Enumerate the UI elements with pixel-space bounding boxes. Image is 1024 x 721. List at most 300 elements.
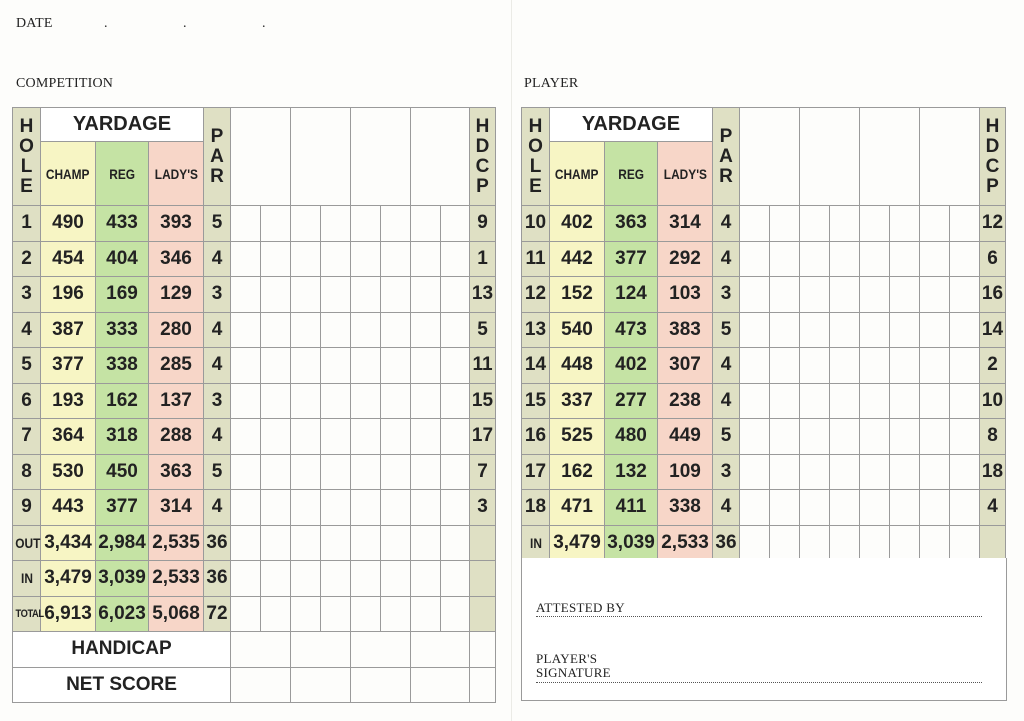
hdcp-value: 4 <box>980 490 1006 526</box>
hole-number: 1 <box>13 206 41 242</box>
score-cell[interactable] <box>830 241 860 277</box>
score-cell[interactable] <box>411 348 441 384</box>
reg-yardage: 318 <box>96 419 149 455</box>
champ-yardage: 364 <box>41 419 96 455</box>
score-cell[interactable] <box>321 241 351 277</box>
par-value: 4 <box>713 206 740 242</box>
score-cell[interactable] <box>770 490 800 526</box>
score-cell[interactable] <box>231 454 261 490</box>
reg-yardage: 377 <box>96 490 149 526</box>
champ-yardage: 152 <box>550 277 605 313</box>
champ-yardage: 540 <box>550 312 605 348</box>
score-cell[interactable] <box>890 490 920 526</box>
score-cell[interactable] <box>920 277 950 313</box>
score-cell[interactable] <box>231 490 261 526</box>
score-cell[interactable] <box>740 348 770 384</box>
score-cell[interactable] <box>920 454 950 490</box>
reg-header: REG <box>605 142 658 206</box>
score-cell[interactable] <box>321 419 351 455</box>
hole-row <box>13 348 496 384</box>
lady-header: LADY'S <box>149 142 204 206</box>
score-cell[interactable] <box>441 596 470 632</box>
par-value: 4 <box>713 490 740 526</box>
champ-total: 6,913 <box>41 596 96 632</box>
reg-yardage: 473 <box>605 312 658 348</box>
score-cell[interactable] <box>411 241 441 277</box>
score-cell[interactable] <box>381 490 411 526</box>
score-cell[interactable] <box>441 277 470 313</box>
score-cell[interactable] <box>351 277 381 313</box>
score-cell[interactable] <box>770 277 800 313</box>
score-cell[interactable] <box>860 277 890 313</box>
score-cell[interactable] <box>351 206 381 242</box>
score-cell[interactable] <box>740 241 770 277</box>
score-cell[interactable] <box>830 419 860 455</box>
score-cell[interactable] <box>860 348 890 384</box>
reg-yardage: 404 <box>96 241 149 277</box>
score-cell[interactable] <box>411 419 441 455</box>
par-value: 3 <box>713 454 740 490</box>
score-cell[interactable] <box>920 490 950 526</box>
total-label: IN <box>522 525 550 561</box>
score-cell[interactable] <box>291 277 321 313</box>
par-value: 5 <box>713 312 740 348</box>
score-cell[interactable] <box>441 383 470 419</box>
par-total: 72 <box>204 596 231 632</box>
score-cell[interactable] <box>321 206 351 242</box>
score-cell[interactable] <box>261 312 291 348</box>
score-cell[interactable] <box>411 667 470 703</box>
hdcp-blank <box>470 561 496 597</box>
score-cell[interactable] <box>441 490 470 526</box>
score-cell[interactable] <box>950 312 980 348</box>
score-cell[interactable] <box>770 348 800 384</box>
hole-row <box>522 348 1006 384</box>
hole-number: 9 <box>13 490 41 526</box>
score-cell[interactable] <box>800 241 830 277</box>
lady-total: 2,535 <box>149 525 204 561</box>
net-score-row <box>13 667 496 703</box>
score-cell[interactable] <box>261 419 291 455</box>
champ-total: 3,479 <box>41 561 96 597</box>
score-cell[interactable] <box>231 241 261 277</box>
score-cell[interactable] <box>291 348 321 384</box>
reg-yardage: 377 <box>605 241 658 277</box>
score-cell[interactable] <box>321 561 351 597</box>
hdcp-value: 2 <box>980 348 1006 384</box>
score-cell[interactable] <box>291 419 321 455</box>
hole-row <box>13 419 496 455</box>
score-cell[interactable] <box>860 312 890 348</box>
reg-yardage: 402 <box>605 348 658 384</box>
par-value: 4 <box>204 419 231 455</box>
score-cell[interactable] <box>830 312 860 348</box>
score-cell[interactable] <box>381 561 411 597</box>
score-cell[interactable] <box>860 383 890 419</box>
date-label: DATE <box>16 16 53 31</box>
par-column-header: P A R <box>713 108 740 206</box>
score-cell[interactable] <box>351 419 381 455</box>
score-cell[interactable] <box>860 490 890 526</box>
score-cell[interactable] <box>770 312 800 348</box>
score-cell[interactable] <box>411 277 441 313</box>
score-cell[interactable] <box>351 348 381 384</box>
lady-yardage: 109 <box>658 454 713 490</box>
lady-yardage: 314 <box>149 490 204 526</box>
par-value: 3 <box>713 277 740 313</box>
par-value: 5 <box>713 419 740 455</box>
champ-yardage: 387 <box>41 312 96 348</box>
par-value: 4 <box>713 383 740 419</box>
score-cell[interactable] <box>920 419 950 455</box>
score-cell[interactable] <box>890 419 920 455</box>
score-cell[interactable] <box>740 383 770 419</box>
score-cell[interactable] <box>261 596 291 632</box>
score-cell[interactable] <box>261 241 291 277</box>
score-cell[interactable] <box>740 277 770 313</box>
score-cell[interactable] <box>950 525 980 561</box>
par-value: 4 <box>204 241 231 277</box>
score-cell[interactable] <box>291 596 321 632</box>
score-cell[interactable] <box>890 525 920 561</box>
score-cell[interactable] <box>261 277 291 313</box>
score-cell[interactable] <box>950 454 980 490</box>
score-cell[interactable] <box>291 490 321 526</box>
score-cell[interactable] <box>321 312 351 348</box>
score-cell[interactable] <box>441 561 470 597</box>
score-cell[interactable] <box>770 419 800 455</box>
score-cell[interactable] <box>381 383 411 419</box>
score-cell[interactable] <box>261 454 291 490</box>
score-cell[interactable] <box>740 490 770 526</box>
score-cell[interactable] <box>411 525 441 561</box>
score-cell[interactable] <box>351 454 381 490</box>
score-cell[interactable] <box>860 419 890 455</box>
hole-row <box>522 454 1006 490</box>
score-cell[interactable] <box>770 383 800 419</box>
score-cell[interactable] <box>441 206 470 242</box>
total-row <box>13 525 496 561</box>
total-row <box>13 561 496 597</box>
champ-yardage: 402 <box>550 206 605 242</box>
hole-row <box>522 206 1006 242</box>
score-cell[interactable] <box>890 277 920 313</box>
date-dots: . . . <box>104 16 302 31</box>
reg-total: 2,984 <box>96 525 149 561</box>
lady-yardage: 103 <box>658 277 713 313</box>
score-cell[interactable] <box>321 596 351 632</box>
hdcp-value: 18 <box>980 454 1006 490</box>
score-cell[interactable] <box>441 312 470 348</box>
score-cell[interactable] <box>800 490 830 526</box>
score-cell[interactable] <box>920 348 950 384</box>
score-cell[interactable] <box>261 490 291 526</box>
score-cell[interactable] <box>381 454 411 490</box>
score-cell[interactable] <box>291 454 321 490</box>
hdcp-blank <box>470 525 496 561</box>
score-cell[interactable] <box>830 454 860 490</box>
score-cell[interactable] <box>800 525 830 561</box>
score-cell[interactable] <box>291 667 351 703</box>
score-cell[interactable] <box>351 312 381 348</box>
hdcp-value: 11 <box>470 348 496 384</box>
signature-area <box>521 558 1007 701</box>
score-cell[interactable] <box>351 561 381 597</box>
hole-number: 6 <box>13 383 41 419</box>
score-cell[interactable] <box>351 383 381 419</box>
score-cell[interactable] <box>830 383 860 419</box>
total-label: IN <box>13 561 41 597</box>
score-cell[interactable] <box>381 525 411 561</box>
par-value: 3 <box>204 383 231 419</box>
lady-total: 5,068 <box>149 596 204 632</box>
score-cell[interactable] <box>231 277 261 313</box>
score-cell[interactable] <box>321 277 351 313</box>
score-cell[interactable] <box>321 348 351 384</box>
score-cell[interactable] <box>231 525 261 561</box>
score-cell[interactable] <box>800 454 830 490</box>
total-label: OUT <box>13 525 41 561</box>
net-score-row-label: NET SCORE <box>13 667 231 703</box>
score-cell[interactable] <box>381 206 411 242</box>
score-cell[interactable] <box>411 490 441 526</box>
score-cell[interactable] <box>920 206 950 242</box>
score-cell[interactable] <box>770 454 800 490</box>
score-cell[interactable] <box>411 312 441 348</box>
score-cell[interactable] <box>291 206 321 242</box>
score-cell[interactable] <box>860 525 890 561</box>
hole-row <box>13 277 496 313</box>
score-cell[interactable] <box>740 206 770 242</box>
card-fold-line <box>511 0 512 721</box>
hole-number: 8 <box>13 454 41 490</box>
lady-yardage: 288 <box>149 419 204 455</box>
score-cell[interactable] <box>740 454 770 490</box>
lady-total: 2,533 <box>149 561 204 597</box>
score-cell[interactable] <box>950 490 980 526</box>
score-cell[interactable] <box>920 312 950 348</box>
score-cell[interactable] <box>950 348 980 384</box>
score-cell[interactable] <box>351 632 411 668</box>
score-cell[interactable] <box>291 383 321 419</box>
score-cell[interactable] <box>800 348 830 384</box>
score-cell[interactable] <box>381 277 411 313</box>
score-cell[interactable] <box>291 525 321 561</box>
reg-total: 6,023 <box>96 596 149 632</box>
score-cell[interactable] <box>950 383 980 419</box>
attested-by-line[interactable] <box>536 616 982 617</box>
score-cell[interactable] <box>381 596 411 632</box>
score-cell[interactable] <box>381 312 411 348</box>
score-cell[interactable] <box>411 561 441 597</box>
score-cell[interactable] <box>381 348 411 384</box>
score-cell[interactable] <box>321 454 351 490</box>
player-label: PLAYER <box>524 76 579 91</box>
par-value: 5 <box>204 454 231 490</box>
reg-yardage: 124 <box>605 277 658 313</box>
score-cell[interactable] <box>830 277 860 313</box>
lady-yardage: 238 <box>658 383 713 419</box>
hole-row <box>13 383 496 419</box>
score-cell[interactable] <box>740 419 770 455</box>
score-cell[interactable] <box>890 241 920 277</box>
score-cell[interactable] <box>351 596 381 632</box>
front-nine-scorecard <box>12 107 496 703</box>
score-cell[interactable] <box>890 312 920 348</box>
hole-number: 12 <box>522 277 550 313</box>
score-cell[interactable] <box>800 277 830 313</box>
hdcp-value: 14 <box>980 312 1006 348</box>
hole-number: 14 <box>522 348 550 384</box>
score-cell[interactable] <box>830 348 860 384</box>
hdcp-value: 12 <box>980 206 1006 242</box>
score-cell[interactable] <box>950 241 980 277</box>
score-cell[interactable] <box>261 383 291 419</box>
score-cell[interactable] <box>381 419 411 455</box>
score-cell[interactable] <box>351 490 381 526</box>
players-signature-line[interactable] <box>536 682 982 683</box>
hdcp-column-header: H D C P <box>470 108 496 206</box>
score-cell[interactable] <box>800 419 830 455</box>
score-cell[interactable] <box>321 525 351 561</box>
score-cell[interactable] <box>800 383 830 419</box>
score-cell[interactable] <box>291 241 321 277</box>
hole-column-header: H O L E <box>13 108 41 206</box>
hole-row <box>13 312 496 348</box>
score-cell[interactable] <box>830 206 860 242</box>
hole-number: 17 <box>522 454 550 490</box>
score-cell[interactable] <box>321 383 351 419</box>
hdcp-value: 10 <box>980 383 1006 419</box>
score-cell[interactable] <box>890 454 920 490</box>
hole-number: 15 <box>522 383 550 419</box>
hole-number: 10 <box>522 206 550 242</box>
score-cell[interactable] <box>411 383 441 419</box>
score-cell[interactable] <box>231 348 261 384</box>
score-column-header <box>291 108 351 206</box>
reg-yardage: 411 <box>605 490 658 526</box>
hole-row <box>13 206 496 242</box>
champ-yardage: 196 <box>41 277 96 313</box>
score-cell[interactable] <box>231 312 261 348</box>
lady-total: 2,533 <box>658 525 713 561</box>
hdcp-value: 17 <box>470 419 496 455</box>
hdcp-value: 13 <box>470 277 496 313</box>
lady-header: LADY'S <box>658 142 713 206</box>
lady-yardage: 314 <box>658 206 713 242</box>
score-cell[interactable] <box>770 241 800 277</box>
score-cell[interactable] <box>291 312 321 348</box>
hdcp-value: 9 <box>470 206 496 242</box>
score-cell[interactable] <box>890 383 920 419</box>
lady-yardage: 129 <box>149 277 204 313</box>
score-cell[interactable] <box>950 277 980 313</box>
score-cell[interactable] <box>351 667 411 703</box>
par-column-header: P A R <box>204 108 231 206</box>
hdcp-value: 15 <box>470 383 496 419</box>
score-cell[interactable] <box>261 525 291 561</box>
score-cell[interactable] <box>770 206 800 242</box>
score-cell[interactable] <box>261 206 291 242</box>
score-cell[interactable] <box>231 561 261 597</box>
score-cell[interactable] <box>890 348 920 384</box>
reg-total: 3,039 <box>605 525 658 561</box>
hdcp-value: 6 <box>980 241 1006 277</box>
score-cell[interactable] <box>830 490 860 526</box>
score-cell[interactable] <box>441 454 470 490</box>
attested-by-label: ATTESTED BY <box>536 600 625 615</box>
hdcp-blank <box>470 632 496 668</box>
score-cell[interactable] <box>950 206 980 242</box>
score-cell[interactable] <box>441 348 470 384</box>
score-cell[interactable] <box>291 632 351 668</box>
score-cell[interactable] <box>261 561 291 597</box>
score-cell[interactable] <box>950 419 980 455</box>
score-cell[interactable] <box>800 312 830 348</box>
score-cell[interactable] <box>231 383 261 419</box>
score-cell[interactable] <box>740 525 770 561</box>
score-cell[interactable] <box>860 454 890 490</box>
par-value: 4 <box>713 241 740 277</box>
hdcp-value: 5 <box>470 312 496 348</box>
score-cell[interactable] <box>231 596 261 632</box>
score-cell[interactable] <box>411 206 441 242</box>
score-cell[interactable] <box>770 525 800 561</box>
score-cell[interactable] <box>411 454 441 490</box>
lady-yardage: 280 <box>149 312 204 348</box>
score-cell[interactable] <box>920 525 950 561</box>
score-cell[interactable] <box>920 241 950 277</box>
score-cell[interactable] <box>920 383 950 419</box>
hdcp-value: 7 <box>470 454 496 490</box>
score-cell[interactable] <box>441 525 470 561</box>
score-column-header <box>860 108 920 206</box>
hole-number: 2 <box>13 241 41 277</box>
hole-number: 3 <box>13 277 41 313</box>
score-cell[interactable] <box>740 312 770 348</box>
score-cell[interactable] <box>351 525 381 561</box>
handicap-row <box>13 632 496 668</box>
par-value: 5 <box>204 206 231 242</box>
score-cell[interactable] <box>351 241 381 277</box>
par-value: 4 <box>204 312 231 348</box>
score-cell[interactable] <box>860 241 890 277</box>
yardage-header: YARDAGE <box>41 108 204 142</box>
score-cell[interactable] <box>291 561 321 597</box>
score-cell[interactable] <box>321 490 351 526</box>
reg-yardage: 333 <box>96 312 149 348</box>
hdcp-blank <box>470 596 496 632</box>
hole-row <box>522 241 1006 277</box>
hole-row <box>13 490 496 526</box>
score-cell[interactable] <box>441 419 470 455</box>
score-cell[interactable] <box>411 596 441 632</box>
score-cell[interactable] <box>231 419 261 455</box>
score-cell[interactable] <box>231 206 261 242</box>
hole-number: 16 <box>522 419 550 455</box>
score-cell[interactable] <box>890 206 920 242</box>
hole-row <box>13 454 496 490</box>
score-cell[interactable] <box>381 241 411 277</box>
score-cell[interactable] <box>860 206 890 242</box>
score-cell[interactable] <box>231 632 291 668</box>
score-cell[interactable] <box>231 667 291 703</box>
score-cell[interactable] <box>441 241 470 277</box>
score-cell[interactable] <box>830 525 860 561</box>
score-cell[interactable] <box>261 348 291 384</box>
score-cell[interactable] <box>800 206 830 242</box>
score-cell[interactable] <box>411 632 470 668</box>
